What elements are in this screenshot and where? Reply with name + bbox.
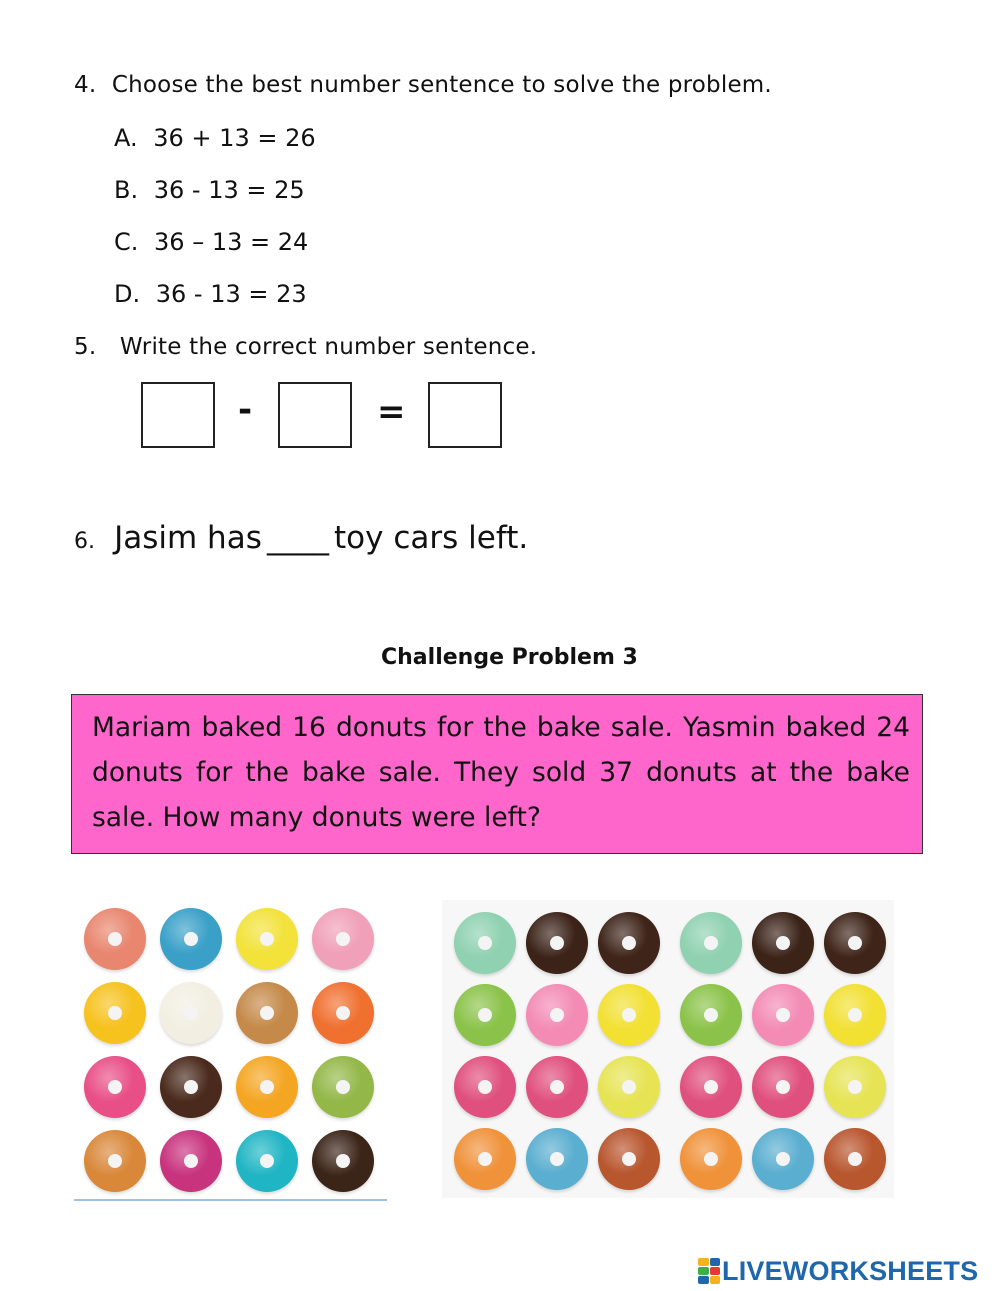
donut-image [84, 1130, 146, 1192]
question-6-number: 6. [74, 529, 95, 554]
answer-box-second[interactable] [278, 382, 352, 448]
question-6-after: toy cars left. [334, 520, 529, 556]
challenge-problem-box [71, 694, 923, 854]
logo-tile [698, 1258, 709, 1266]
donut-image [312, 1130, 374, 1192]
logo-tile [710, 1276, 721, 1284]
option-d-letter: D. [114, 280, 141, 308]
question-4-prompt: Choose the best number sentence to solve the problem. [111, 72, 772, 98]
answer-box-first[interactable] [141, 382, 215, 448]
donut-image [752, 1056, 814, 1118]
donut-image [824, 1056, 886, 1118]
answer-box-result[interactable] [428, 382, 502, 448]
donut-image [236, 1130, 298, 1192]
logo-tile [698, 1267, 709, 1275]
donut-image [160, 1130, 222, 1192]
donut-image [84, 908, 146, 970]
donut-image [160, 1056, 222, 1118]
liveworksheets-logo-icon [698, 1258, 720, 1284]
donut-image [312, 982, 374, 1044]
logo-tile [698, 1276, 709, 1284]
option-b-text: 36 - 13 = 25 [153, 176, 305, 204]
donut-image [598, 1128, 660, 1190]
option-a-text: 36 + 13 = 26 [153, 124, 316, 152]
donut-image [752, 912, 814, 974]
donut-image [598, 1056, 660, 1118]
donut-image [312, 908, 374, 970]
equals-sign: = [377, 392, 406, 432]
donut-image [526, 912, 588, 974]
donut-image [312, 1056, 374, 1118]
donut-image [236, 1056, 298, 1118]
question-6-before: Jasim has [114, 520, 262, 556]
donut-image [598, 984, 660, 1046]
donut-image [752, 984, 814, 1046]
donut-image [160, 982, 222, 1044]
option-c-text: 36 – 13 = 24 [154, 228, 309, 256]
logo-tile [710, 1258, 721, 1266]
donut-image [752, 1128, 814, 1190]
option-c-letter: C. [114, 228, 139, 256]
donut-image [824, 1128, 886, 1190]
logo-tile [710, 1267, 721, 1275]
challenge-problem-text: Mariam baked 16 donuts for the bake sale. Yasmin baked 24 donuts for the bake sale. They sold 37 donuts at the bake sale. How many donuts were left? [92, 712, 910, 833]
liveworksheets-logo [698, 1256, 978, 1286]
divider-line [74, 1199, 387, 1201]
donut-image [824, 912, 886, 974]
option-c[interactable] [114, 228, 308, 256]
option-a[interactable] [114, 124, 316, 152]
donut-image [526, 1056, 588, 1118]
donut-image [824, 984, 886, 1046]
donut-image [680, 984, 742, 1046]
donut-image [236, 982, 298, 1044]
question-4 [74, 72, 772, 98]
question-5-prompt: Write the correct number sentence. [119, 334, 538, 360]
donut-image [680, 1056, 742, 1118]
donut-image [454, 984, 516, 1046]
option-d[interactable] [114, 280, 307, 308]
donut-photo-right [442, 900, 894, 1198]
question-4-number: 4. [74, 72, 97, 98]
donut-image [160, 908, 222, 970]
donut-image [598, 912, 660, 974]
donut-image [454, 1128, 516, 1190]
option-a-letter: A. [114, 124, 138, 152]
donut-image [454, 912, 516, 974]
question-5-number: 5. [74, 334, 97, 360]
challenge-title: Challenge Problem 3 [381, 645, 638, 670]
donut-image [526, 984, 588, 1046]
donut-image [454, 1056, 516, 1118]
donut-image [680, 1128, 742, 1190]
question-6-blank[interactable]: ____ [266, 520, 329, 556]
donut-image [680, 912, 742, 974]
question-5 [74, 334, 537, 360]
donut-image [526, 1128, 588, 1190]
donut-image [84, 1056, 146, 1118]
liveworksheets-logo-text: LIVEWORKSHEETS [722, 1255, 979, 1286]
option-d-text: 36 - 13 = 23 [155, 280, 307, 308]
option-b[interactable] [114, 176, 305, 204]
question-6 [74, 520, 528, 556]
minus-sign: - [238, 390, 253, 430]
donut-image [236, 908, 298, 970]
option-b-letter: B. [114, 176, 139, 204]
donut-image [84, 982, 146, 1044]
donut-photo-left [74, 898, 386, 1198]
